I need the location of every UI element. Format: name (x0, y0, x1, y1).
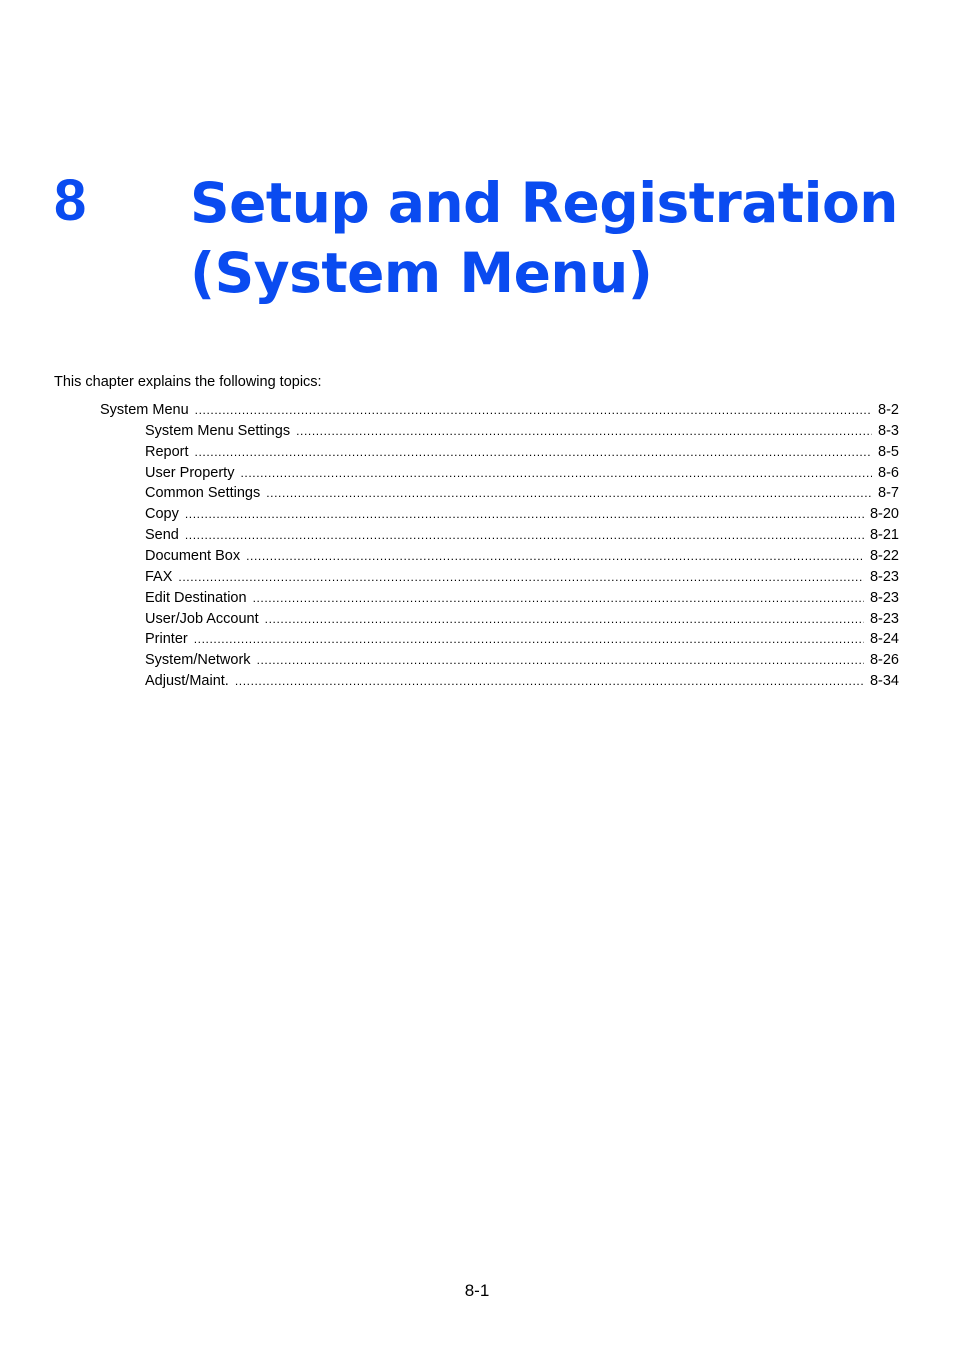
toc-entry-label: Printer (145, 631, 188, 648)
toc-entry[interactable] (145, 483, 899, 504)
chapter-title-line-2: (System Menu) (190, 241, 653, 305)
toc-entry[interactable] (145, 421, 899, 442)
toc-entry-label: System/Network (145, 652, 251, 669)
toc-entry-page: 8-21 (869, 527, 899, 544)
toc-dot-leader (257, 650, 864, 671)
toc-entry-page: 8-23 (869, 568, 899, 585)
toc-entry-page: 8-3 (878, 422, 899, 439)
toc-dot-leader (253, 588, 864, 609)
toc-dot-leader (235, 671, 864, 692)
toc-entry[interactable] (145, 442, 899, 463)
toc-entry-label: System Menu (100, 402, 189, 418)
toc-entry-page: 8-26 (869, 652, 899, 669)
toc-entry-page: 8-2 (878, 402, 899, 418)
toc-entry[interactable] (145, 504, 899, 525)
chapter-number: 8 (54, 168, 87, 233)
toc-entry-label: Edit Destination (145, 589, 247, 606)
toc-entry-page: 8-6 (878, 464, 899, 481)
toc-entry[interactable] (145, 671, 899, 692)
toc-entry[interactable] (145, 525, 899, 546)
toc-entry-label: Common Settings (145, 485, 261, 502)
toc-entry-page: 8-7 (878, 485, 899, 502)
toc-entry[interactable] (145, 650, 899, 671)
toc-dot-leader (296, 421, 872, 442)
toc-dot-leader (195, 400, 872, 421)
toc-entry[interactable] (145, 463, 899, 484)
toc-entry-label: User/Job Account (145, 610, 259, 627)
toc-entry[interactable] (145, 567, 899, 588)
toc-entry-page: 8-20 (869, 506, 899, 523)
toc-entry-label: Report (145, 443, 189, 460)
toc-entry-label: System Menu Settings (145, 422, 291, 439)
chapter-title (190, 168, 930, 308)
toc-entry-label: FAX (145, 568, 173, 585)
toc-dot-leader (240, 463, 872, 484)
toc-entry-label: Adjust/Maint. (145, 673, 229, 690)
toc-entry[interactable] (145, 629, 899, 650)
toc-entry[interactable] (145, 588, 899, 609)
toc-entry-label: Document Box (145, 547, 241, 564)
toc-dot-leader (265, 609, 864, 630)
toc-dot-leader (185, 525, 864, 546)
toc-entry-page: 8-23 (869, 589, 899, 606)
page-number: 8-1 (464, 1281, 490, 1300)
toc-entry[interactable] (100, 400, 899, 421)
toc-entry-page: 8-23 (869, 610, 899, 627)
toc-entry-page: 8-24 (869, 631, 899, 648)
toc-dot-leader (185, 504, 864, 525)
chapter-title-line-1: Setup and Registration (190, 171, 898, 235)
toc-entry-page: 8-34 (869, 673, 899, 690)
toc-entry[interactable] (145, 546, 899, 567)
toc-dot-leader (194, 629, 864, 650)
toc-dot-leader (178, 567, 864, 588)
toc-entry[interactable] (145, 609, 899, 630)
intro-text: This chapter explains the following topics: (54, 374, 322, 390)
toc-dot-leader (246, 546, 864, 567)
toc-entry-label: Copy (145, 506, 179, 523)
toc-entry-page: 8-22 (869, 547, 899, 564)
toc-dot-leader (195, 442, 873, 463)
toc-entry-label: Send (145, 527, 179, 544)
toc-entry-label: User Property (145, 464, 235, 481)
toc-dot-leader (266, 483, 872, 504)
toc-entry-page: 8-5 (878, 443, 899, 460)
